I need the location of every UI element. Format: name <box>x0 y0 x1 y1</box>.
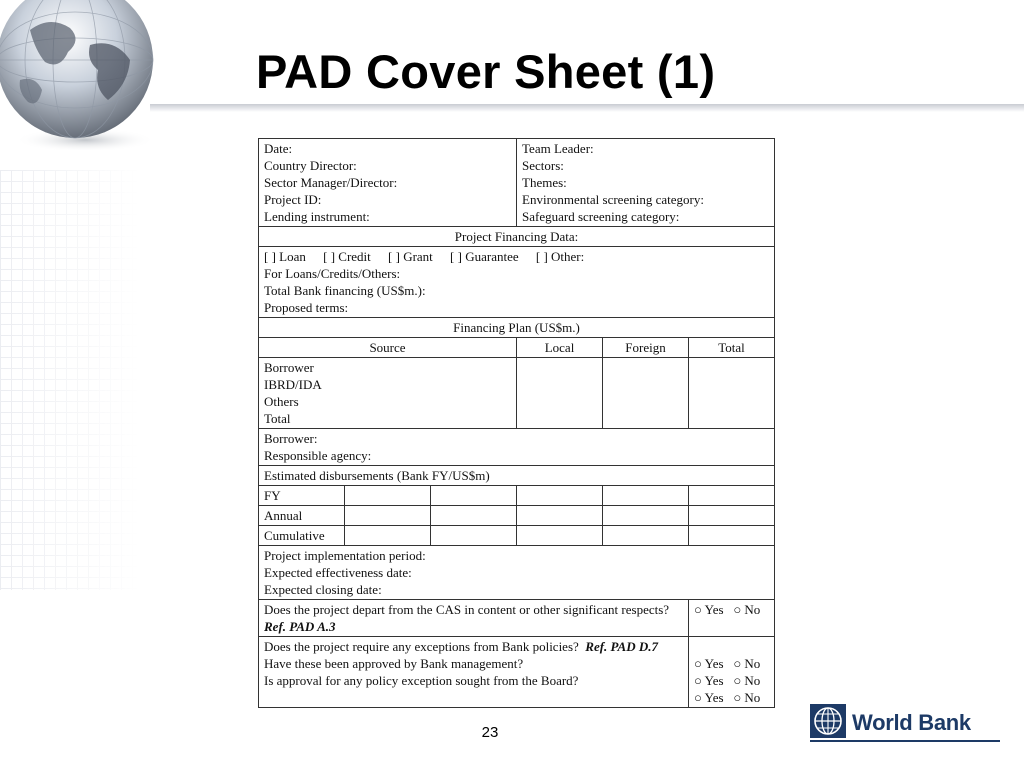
cas-question-text: Does the project depart from the CAS in content or other significant respects? <box>264 602 670 617</box>
proposed-terms-label: Proposed terms: <box>264 300 349 315</box>
globe-icon <box>0 0 160 150</box>
responsible-agency-label: Responsible agency: <box>264 448 372 463</box>
background-grid-decoration <box>0 170 140 590</box>
pad-cover-sheet-form <box>258 138 774 708</box>
exceptions-question-text: Does the project require any exceptions from Bank policies? <box>264 639 579 654</box>
cas-no-radio[interactable]: ○ No <box>733 602 761 617</box>
disbursement-cell[interactable] <box>517 526 603 546</box>
cas-question-cell <box>259 600 689 637</box>
source-borrower: Borrower <box>264 360 314 375</box>
cas-question-ref: Ref. PAD A.3 <box>264 619 336 634</box>
foreign-values-cell[interactable] <box>603 358 689 429</box>
disbursement-cell[interactable] <box>345 506 431 526</box>
loan-checkbox[interactable]: [ ] Loan <box>264 249 306 264</box>
policy-exceptions-answers <box>689 637 775 708</box>
financing-type-checkboxes <box>264 248 769 265</box>
title-underline <box>150 104 1024 112</box>
borrower-cell <box>259 429 775 466</box>
board-yes-radio[interactable]: ○ Yes <box>694 690 724 705</box>
exceptions-yes-radio[interactable]: ○ Yes <box>694 656 724 671</box>
financing-plan-header: Financing Plan (US$m.) <box>259 318 775 338</box>
management-yes-radio[interactable]: ○ Yes <box>694 673 724 688</box>
disbursement-cell[interactable] <box>517 486 603 506</box>
world-bank-globe-icon <box>810 704 846 738</box>
financing-plan-columns-row <box>259 338 775 358</box>
slide-number: 23 <box>481 724 499 741</box>
credit-checkbox[interactable]: [ ] Credit <box>323 249 371 264</box>
disbursement-cell[interactable] <box>431 486 517 506</box>
total-values-cell[interactable] <box>689 358 775 429</box>
cas-yes-radio[interactable]: ○ Yes <box>694 602 724 617</box>
sector-manager-label: Sector Manager/Director: <box>264 175 398 190</box>
effectiveness-date-label: Expected effectiveness date: <box>264 565 412 580</box>
board-approval-question: Is approval for any policy exception sought from the Board? <box>264 673 579 688</box>
general-info-right <box>517 139 775 227</box>
loans-credits-label: For Loans/Credits/Others: <box>264 266 401 281</box>
country-director-label: Country Director: <box>264 158 357 173</box>
disbursement-cell[interactable] <box>689 486 775 506</box>
board-no-radio[interactable]: ○ No <box>733 690 761 705</box>
financing-data-row <box>259 247 775 318</box>
disbursements-header-row <box>259 466 775 486</box>
disbursements-header: Estimated disbursements (Bank FY/US$m) <box>259 466 775 486</box>
local-values-cell[interactable] <box>517 358 603 429</box>
policy-exceptions-questions <box>259 637 689 708</box>
disbursement-label-cumulative: Cumulative <box>259 526 345 546</box>
local-column-header: Local <box>517 338 603 358</box>
lending-instrument-label: Lending instrument: <box>264 209 370 224</box>
other-checkbox[interactable]: [ ] Other: <box>535 249 585 264</box>
cas-answer-cell <box>689 600 775 637</box>
slide-title: PAD Cover Sheet (1) <box>256 45 716 98</box>
policy-exceptions-row <box>259 637 775 708</box>
disbursement-cell[interactable] <box>345 486 431 506</box>
total-bank-financing-label: Total Bank financing (US$m.): <box>264 283 426 298</box>
disbursement-cell[interactable] <box>603 486 689 506</box>
logo-underline <box>810 740 1000 742</box>
world-bank-logo <box>810 704 1000 744</box>
sectors-label: Sectors: <box>522 158 564 173</box>
disbursement-cell[interactable] <box>345 526 431 546</box>
financing-plan-body-row <box>259 358 775 429</box>
general-info-row <box>259 139 775 227</box>
disbursement-row-fy <box>259 486 775 506</box>
form-table <box>258 138 775 708</box>
source-ibrd-ida: IBRD/IDA <box>264 377 322 392</box>
financing-data-cell <box>259 247 775 318</box>
exceptions-no-radio[interactable]: ○ No <box>733 656 761 671</box>
management-approval-question: Have these been approved by Bank management? <box>264 656 524 671</box>
disbursement-cell[interactable] <box>603 506 689 526</box>
financing-data-header: Project Financing Data: <box>259 227 775 247</box>
financing-header-row <box>259 227 775 247</box>
disbursement-cell[interactable] <box>517 506 603 526</box>
closing-date-label: Expected closing date: <box>264 582 382 597</box>
foreign-column-header: Foreign <box>603 338 689 358</box>
financing-plan-header-row <box>259 318 775 338</box>
implementation-dates-cell <box>259 546 775 600</box>
disbursement-label-fy: FY <box>259 486 345 506</box>
exceptions-question <box>264 638 683 655</box>
source-list <box>259 358 517 429</box>
cas-question-row <box>259 600 775 637</box>
disbursement-cell[interactable] <box>689 506 775 526</box>
implementation-dates-row <box>259 546 775 600</box>
project-id-label: Project ID: <box>264 192 322 207</box>
disbursement-cell[interactable] <box>689 526 775 546</box>
team-leader-label: Team Leader: <box>522 141 594 156</box>
grant-checkbox[interactable]: [ ] Grant <box>388 249 433 264</box>
date-label: Date: <box>264 141 293 156</box>
implementation-period-label: Project implementation period: <box>264 548 426 563</box>
disbursement-cell[interactable] <box>431 526 517 546</box>
borrower-row <box>259 429 775 466</box>
source-others: Others <box>264 394 299 409</box>
safeguard-screening-label: Safeguard screening category: <box>522 209 680 224</box>
themes-label: Themes: <box>522 175 567 190</box>
total-column-header: Total <box>689 338 775 358</box>
world-bank-logo-text: World Bank <box>852 710 971 735</box>
environmental-screening-label: Environmental screening category: <box>522 192 704 207</box>
source-total: Total <box>264 411 291 426</box>
disbursement-cell[interactable] <box>603 526 689 546</box>
disbursement-label-annual: Annual <box>259 506 345 526</box>
general-info-left <box>259 139 517 227</box>
management-no-radio[interactable]: ○ No <box>733 673 761 688</box>
disbursement-row-cumulative <box>259 526 775 546</box>
disbursement-row-annual <box>259 506 775 526</box>
borrower-label: Borrower: <box>264 431 318 446</box>
source-column-header: Source <box>259 338 517 358</box>
disbursement-cell[interactable] <box>431 506 517 526</box>
guarantee-checkbox[interactable]: [ ] Guarantee <box>450 249 519 264</box>
exceptions-question-ref: Ref. PAD D.7 <box>585 639 658 654</box>
